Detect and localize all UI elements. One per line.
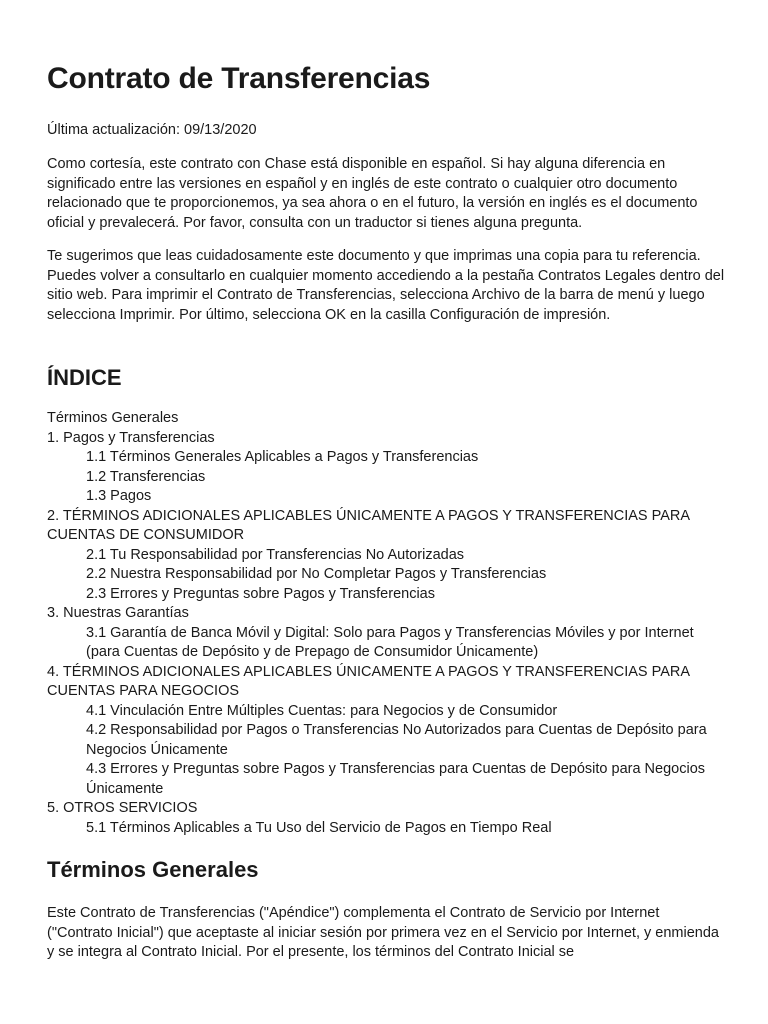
toc-subitem: 2.1 Tu Responsabilidad por Transferencias No Autorizadas bbox=[86, 546, 465, 563]
toc-item: Términos Generales bbox=[47, 410, 179, 426]
toc-subitem: 1.3 Pagos bbox=[86, 488, 152, 504]
document-title: Contrato de Transferencias bbox=[47, 62, 431, 95]
toc-subitem: 1.1 Términos Generales Aplicables a Pagos y Transferencias bbox=[86, 449, 479, 465]
toc-item: 1. Pagos y Transferencias bbox=[47, 429, 215, 446]
toc-heading: ÍNDICE bbox=[47, 365, 122, 390]
print-instructions-paragraph: Te sugerimos que leas cuidadosamente este documento y que imprimas una copia para tu referencia. Puedes volver a consultarlo en cualquier momento accediendo a la pestaña Contratos Legales dentro del sitio web. Para imprimir el Contrato de Transferencias, selecciona Archivo de la barra de menú y luego selecciona Imprimir. Por último, selecciona OK en la casilla Configuración de impresión. bbox=[47, 248, 725, 323]
last-updated-date: Última actualización: 09/13/2020 bbox=[47, 122, 257, 138]
table-of-contents bbox=[47, 409, 727, 838]
general-terms-heading: Términos Generales bbox=[47, 857, 259, 882]
toc-subitem: 3.1 Garantía de Banca Móvil y Digital: Solo para Pagos y Transferencias Móviles y por Internet (para Cuentas de Depósito y de Prepago de Consumidor Únicamente) bbox=[86, 624, 694, 660]
toc-item: 2. TÉRMINOS ADICIONALES APLICABLES ÚNICAMENTE A PAGOS Y TRANSFERENCIAS PARA CUENTAS DE CONSUMIDOR bbox=[47, 507, 690, 543]
toc-subitem: 4.3 Errores y Preguntas sobre Pagos y Transferencias para Cuentas de Depósito para Negocios Únicamente bbox=[86, 761, 706, 797]
toc-item: 5. OTROS SERVICIOS bbox=[47, 800, 198, 816]
toc-item: 4. TÉRMINOS ADICIONALES APLICABLES ÚNICAMENTE A PAGOS Y TRANSFERENCIAS PARA CUENTAS PARA NEGOCIOS bbox=[47, 663, 690, 699]
toc-subitem: 5.1 Términos Aplicables a Tu Uso del Servicio de Pagos en Tiempo Real bbox=[86, 819, 552, 836]
toc-subitem: 2.3 Errores y Preguntas sobre Pagos y Transferencias bbox=[86, 585, 435, 602]
toc-subitem: 1.2 Transferencias bbox=[86, 468, 206, 485]
general-terms-paragraph: Este Contrato de Transferencias ("Apéndice") complementa el Contrato de Servicio por Internet ("Contrato Inicial") que aceptaste al iniciar sesión por primera vez en el Servicio por Internet, y enmienda y se integra al Contrato Inicial. Por el presente, los términos del Contrato Inicial se bbox=[47, 905, 719, 960]
toc-item: 3. Nuestras Garantías bbox=[47, 605, 189, 621]
courtesy-paragraph: Como cortesía, este contrato con Chase está disponible en español. Si hay alguna diferencia en significado entre las versiones en español y en inglés de este contrato o cualquier otro documento relacionado que te proporcionemos, ya sea ahora o en el futuro, la versión en inglés es el documento oficial y prevalecerá. Por favor, consulta con un traductor si tienes alguna pregunta. bbox=[47, 156, 698, 231]
toc-subitem: 2.2 Nuestra Responsabilidad por No Completar Pagos y Transferencias bbox=[86, 566, 547, 582]
toc-subitem: 4.1 Vinculación Entre Múltiples Cuentas: para Negocios y de Consumidor bbox=[86, 702, 558, 719]
toc-subitem: 4.2 Responsabilidad por Pagos o Transferencias No Autorizados para Cuentas de Depósito para Negocios Únicamente bbox=[86, 722, 707, 758]
